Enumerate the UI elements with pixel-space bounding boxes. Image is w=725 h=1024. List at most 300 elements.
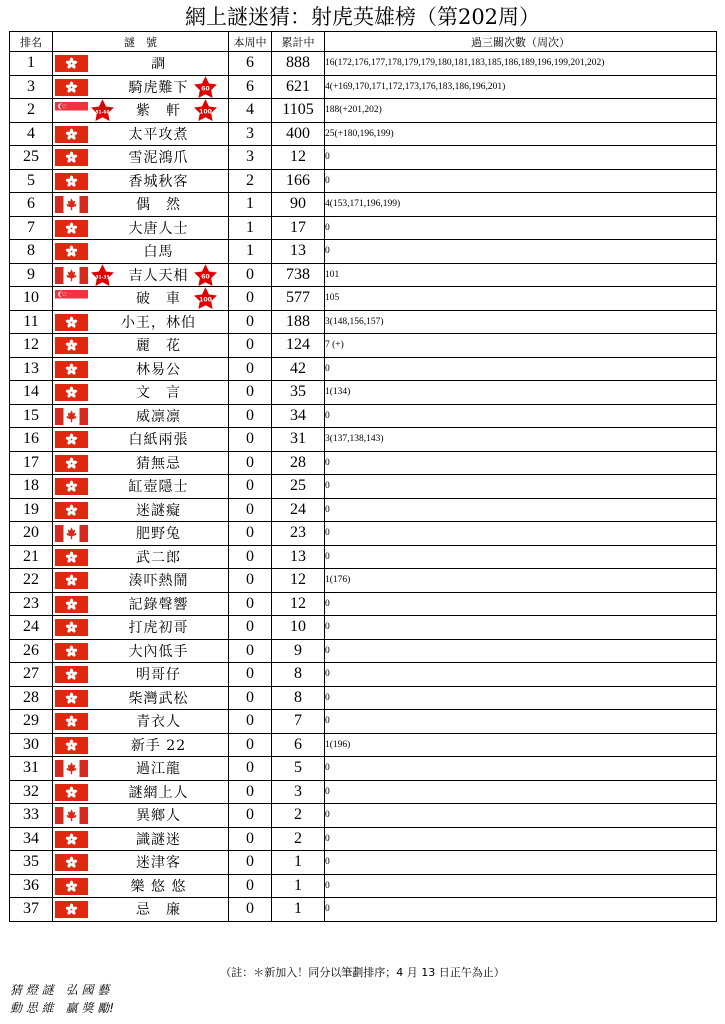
player-name: 白紙兩張 — [128, 432, 189, 449]
player-name: 騎虎難下 — [128, 79, 189, 96]
table-row — [10, 874, 717, 898]
player-name: 大內低手 — [128, 643, 189, 660]
player-name: 小王，林伯 — [121, 314, 196, 331]
hong-kong-flag-icon — [55, 666, 88, 683]
player-name: 太平攻煮 — [128, 126, 189, 143]
rank-cell: 16 — [10, 428, 53, 452]
week-hits-cell: 0 — [229, 851, 272, 875]
table-row — [10, 428, 717, 452]
total-hits-cell: 6 — [272, 733, 325, 757]
table-row — [10, 733, 717, 757]
table-row — [10, 569, 717, 593]
canada-flag-icon — [55, 267, 88, 284]
achievement-star-badge-icon — [193, 75, 218, 99]
canada-flag-icon — [55, 408, 88, 425]
hong-kong-flag-icon — [55, 149, 88, 166]
total-hits-cell: 1 — [272, 898, 325, 922]
week-hits-cell: 0 — [229, 733, 272, 757]
name-cell — [53, 381, 229, 405]
name-cell — [53, 780, 229, 804]
history-cell: 105 — [325, 287, 717, 311]
total-hits-cell: 8 — [272, 663, 325, 687]
achievement-star-badge-icon — [90, 99, 115, 123]
history-cell: 1(134) — [325, 381, 717, 405]
week-hits-cell: 0 — [229, 287, 272, 311]
history-cell: 4(+169,170,171,172,173,176,183,186,196,201) — [325, 75, 717, 99]
total-hits-cell: 9 — [272, 639, 325, 663]
rank-cell: 9 — [10, 263, 53, 287]
history-cell: 101 — [325, 263, 717, 287]
total-hits-cell: 90 — [272, 193, 325, 217]
history-cell: 0 — [325, 851, 717, 875]
week-hits-cell: 6 — [229, 52, 272, 76]
player-name: 異鄉人 — [136, 808, 181, 825]
total-hits-cell: 7 — [272, 710, 325, 734]
history-cell: 0 — [325, 545, 717, 569]
name-cell — [53, 428, 229, 452]
header-name: 謎 號 — [53, 32, 229, 52]
history-cell: 0 — [325, 757, 717, 781]
name-cell — [53, 263, 229, 287]
header-rank: 排名 — [10, 32, 53, 52]
name-cell — [53, 169, 229, 193]
name-cell — [53, 898, 229, 922]
table-row — [10, 710, 717, 734]
name-cell — [53, 287, 229, 311]
history-cell: 0 — [325, 874, 717, 898]
hong-kong-flag-icon — [55, 502, 88, 519]
week-hits-cell: 1 — [229, 240, 272, 264]
name-cell — [53, 75, 229, 99]
player-name: 麗 花 — [136, 338, 181, 355]
achievement-star-badge-icon — [90, 263, 115, 287]
rank-cell: 29 — [10, 710, 53, 734]
rank-cell: 7 — [10, 216, 53, 240]
name-cell — [53, 710, 229, 734]
rank-cell: 24 — [10, 616, 53, 640]
rank-cell: 37 — [10, 898, 53, 922]
week-hits-cell: 0 — [229, 616, 272, 640]
canada-flag-icon — [55, 525, 88, 542]
table-row — [10, 52, 717, 76]
player-name: 湊吓熱鬧 — [128, 573, 189, 590]
week-hits-cell: 0 — [229, 663, 272, 687]
player-name: 迷津客 — [136, 855, 181, 872]
svg-text:31-35: 31-35 — [95, 274, 110, 280]
table-row — [10, 381, 717, 405]
hong-kong-flag-icon — [55, 619, 88, 636]
table-row — [10, 804, 717, 828]
total-hits-cell: 10 — [272, 616, 325, 640]
table-row — [10, 122, 717, 146]
week-hits-cell: 0 — [229, 522, 272, 546]
svg-text:60: 60 — [201, 84, 210, 92]
table-row — [10, 780, 717, 804]
total-hits-cell: 3 — [272, 780, 325, 804]
total-hits-cell: 42 — [272, 357, 325, 381]
player-name: 威凛凛 — [136, 408, 181, 425]
history-cell: 1(176) — [325, 569, 717, 593]
player-name: 青衣人 — [136, 714, 181, 731]
player-name: 過江龍 — [136, 761, 181, 778]
achievement-star-badge-icon — [193, 263, 218, 287]
hong-kong-flag-icon — [55, 243, 88, 260]
history-cell: 0 — [325, 451, 717, 475]
rank-cell: 21 — [10, 545, 53, 569]
total-hits-cell: 5 — [272, 757, 325, 781]
table-row — [10, 898, 717, 922]
hong-kong-flag-icon — [55, 126, 88, 143]
total-hits-cell: 888 — [272, 52, 325, 76]
rank-cell: 22 — [10, 569, 53, 593]
rank-cell: 36 — [10, 874, 53, 898]
table-row — [10, 498, 717, 522]
week-hits-cell: 0 — [229, 357, 272, 381]
name-cell — [53, 475, 229, 499]
total-hits-cell: 31 — [272, 428, 325, 452]
week-hits-cell: 3 — [229, 122, 272, 146]
week-hits-cell: 4 — [229, 99, 272, 123]
singapore-flag-icon — [55, 102, 88, 119]
rank-cell: 19 — [10, 498, 53, 522]
svg-text:100: 100 — [199, 296, 212, 304]
player-name: 識謎迷 — [136, 831, 181, 848]
hong-kong-flag-icon — [55, 173, 88, 190]
hong-kong-flag-icon — [55, 455, 88, 472]
table-row — [10, 616, 717, 640]
rank-cell: 6 — [10, 193, 53, 217]
table-row — [10, 545, 717, 569]
history-cell: 0 — [325, 216, 717, 240]
rank-cell: 20 — [10, 522, 53, 546]
total-hits-cell: 8 — [272, 686, 325, 710]
table-row — [10, 169, 717, 193]
hong-kong-flag-icon — [55, 220, 88, 237]
hong-kong-flag-icon — [55, 314, 88, 331]
footer-note: （註：＊新加入！同分以筆劃排序；4 月 13 日正午為止） — [220, 966, 505, 979]
name-cell — [53, 146, 229, 170]
history-cell: 0 — [325, 240, 717, 264]
hong-kong-flag-icon — [55, 854, 88, 871]
week-hits-cell: 1 — [229, 193, 272, 217]
table-row — [10, 287, 717, 311]
week-hits-cell: 0 — [229, 639, 272, 663]
header-week: 本周中 — [229, 32, 272, 52]
rank-cell: 35 — [10, 851, 53, 875]
svg-text:51-60: 51-60 — [95, 110, 110, 116]
total-hits-cell: 25 — [272, 475, 325, 499]
week-hits-cell: 0 — [229, 451, 272, 475]
rank-cell: 13 — [10, 357, 53, 381]
table-row — [10, 827, 717, 851]
total-hits-cell: 12 — [272, 569, 325, 593]
table-row — [10, 75, 717, 99]
player-name: 文 言 — [136, 385, 181, 402]
table-row — [10, 357, 717, 381]
rank-cell: 10 — [10, 287, 53, 311]
week-hits-cell: 0 — [229, 334, 272, 358]
week-hits-cell: 0 — [229, 686, 272, 710]
name-cell — [53, 193, 229, 217]
history-cell: 0 — [325, 686, 717, 710]
player-name: 缸壺隱士 — [128, 479, 189, 496]
page-title: 網上謎迷猜：射虎英雄榜（第202周） — [184, 5, 541, 29]
total-hits-cell: 17 — [272, 216, 325, 240]
hong-kong-flag-icon — [55, 901, 88, 918]
achievement-star-badge-icon — [193, 287, 218, 311]
history-cell: 0 — [325, 357, 717, 381]
ranking-table — [9, 31, 717, 922]
table-row — [10, 404, 717, 428]
name-cell — [53, 451, 229, 475]
rank-cell: 4 — [10, 122, 53, 146]
week-hits-cell: 0 — [229, 874, 272, 898]
history-cell: 0 — [325, 780, 717, 804]
table-row — [10, 475, 717, 499]
player-name: 武二郎 — [136, 549, 181, 566]
name-cell — [53, 522, 229, 546]
week-hits-cell: 0 — [229, 475, 272, 499]
history-cell: 0 — [325, 639, 717, 663]
total-hits-cell: 188 — [272, 310, 325, 334]
rank-cell: 11 — [10, 310, 53, 334]
week-hits-cell: 0 — [229, 381, 272, 405]
total-hits-cell: 13 — [272, 545, 325, 569]
name-cell — [53, 310, 229, 334]
hong-kong-flag-icon — [55, 713, 88, 730]
hong-kong-flag-icon — [55, 79, 88, 96]
slogan — [10, 981, 114, 1017]
history-cell: 0 — [325, 522, 717, 546]
table-row — [10, 240, 717, 264]
table-row — [10, 851, 717, 875]
history-cell: 0 — [325, 804, 717, 828]
name-cell — [53, 686, 229, 710]
rank-cell: 23 — [10, 592, 53, 616]
history-cell: 0 — [325, 146, 717, 170]
hong-kong-flag-icon — [55, 737, 88, 754]
player-name: 記錄聲響 — [128, 596, 189, 613]
slogan-line: 動 思 維 贏 獎 勵! — [10, 1001, 115, 1015]
name-cell — [53, 240, 229, 264]
hong-kong-flag-icon — [55, 878, 88, 895]
rank-cell: 14 — [10, 381, 53, 405]
week-hits-cell: 0 — [229, 827, 272, 851]
name-cell — [53, 592, 229, 616]
svg-text:100: 100 — [199, 108, 212, 116]
total-hits-cell: 35 — [272, 381, 325, 405]
total-hits-cell: 738 — [272, 263, 325, 287]
history-cell: 16(172,176,177,178,179,179,180,181,183,185,186,189,196,199,201,202) — [325, 52, 717, 76]
history-cell: 188(+201,202) — [325, 99, 717, 123]
table-row — [10, 310, 717, 334]
header-total: 累計中 — [272, 32, 325, 52]
history-cell: 0 — [325, 404, 717, 428]
history-cell: 0 — [325, 827, 717, 851]
week-hits-cell: 0 — [229, 498, 272, 522]
svg-text:60: 60 — [201, 272, 210, 280]
player-name: 𧨝 — [151, 55, 166, 72]
player-name: 香城秋客 — [128, 173, 189, 190]
rank-cell: 34 — [10, 827, 53, 851]
week-hits-cell: 2 — [229, 169, 272, 193]
table-row — [10, 334, 717, 358]
week-hits-cell: 0 — [229, 310, 272, 334]
player-name: 柴灣武松 — [128, 690, 189, 707]
name-cell — [53, 99, 229, 123]
rank-cell: 17 — [10, 451, 53, 475]
rank-cell: 32 — [10, 780, 53, 804]
hong-kong-flag-icon — [55, 831, 88, 848]
hong-kong-flag-icon — [55, 596, 88, 613]
week-hits-cell: 0 — [229, 710, 272, 734]
name-cell — [53, 334, 229, 358]
table-row — [10, 451, 717, 475]
total-hits-cell: 166 — [272, 169, 325, 193]
history-cell: 1(196) — [325, 733, 717, 757]
hong-kong-flag-icon — [55, 361, 88, 378]
hong-kong-flag-icon — [55, 572, 88, 589]
achievement-star-badge-icon — [193, 99, 218, 123]
name-cell — [53, 52, 229, 76]
name-cell — [53, 851, 229, 875]
table-row — [10, 592, 717, 616]
total-hits-cell: 2 — [272, 804, 325, 828]
rank-cell: 8 — [10, 240, 53, 264]
hong-kong-flag-icon — [55, 784, 88, 801]
name-cell — [53, 122, 229, 146]
total-hits-cell: 24 — [272, 498, 325, 522]
name-cell — [53, 639, 229, 663]
player-name: 偶 然 — [136, 197, 181, 214]
week-hits-cell: 0 — [229, 545, 272, 569]
total-hits-cell: 124 — [272, 334, 325, 358]
total-hits-cell: 12 — [272, 146, 325, 170]
rank-cell: 26 — [10, 639, 53, 663]
hong-kong-flag-icon — [55, 549, 88, 566]
table-row — [10, 99, 717, 123]
player-name: 大唐人士 — [128, 220, 189, 237]
table-row — [10, 522, 717, 546]
week-hits-cell: 0 — [229, 804, 272, 828]
rank-cell: 1 — [10, 52, 53, 76]
total-hits-cell: 13 — [272, 240, 325, 264]
name-cell — [53, 357, 229, 381]
name-cell — [53, 498, 229, 522]
total-hits-cell: 1 — [272, 851, 325, 875]
total-hits-cell: 621 — [272, 75, 325, 99]
slogan-line: 猜 燈 謎 弘 國 藝 — [10, 983, 110, 997]
hong-kong-flag-icon — [55, 690, 88, 707]
total-hits-cell: 2 — [272, 827, 325, 851]
history-cell: 4(153,171,196,199) — [325, 193, 717, 217]
week-hits-cell: 0 — [229, 898, 272, 922]
history-cell: 0 — [325, 169, 717, 193]
player-name: 林易公 — [136, 361, 181, 378]
week-hits-cell: 0 — [229, 592, 272, 616]
total-hits-cell: 577 — [272, 287, 325, 311]
name-cell — [53, 545, 229, 569]
name-cell — [53, 404, 229, 428]
week-hits-cell: 1 — [229, 216, 272, 240]
history-cell: 3(148,156,157) — [325, 310, 717, 334]
history-cell: 3(137,138,143) — [325, 428, 717, 452]
table-row — [10, 757, 717, 781]
table-row — [10, 216, 717, 240]
history-cell: 0 — [325, 663, 717, 687]
table-row — [10, 686, 717, 710]
week-hits-cell: 0 — [229, 569, 272, 593]
total-hits-cell: 23 — [272, 522, 325, 546]
history-cell: 0 — [325, 498, 717, 522]
week-hits-cell: 0 — [229, 780, 272, 804]
name-cell — [53, 569, 229, 593]
canada-flag-icon — [55, 196, 88, 213]
rank-cell: 31 — [10, 757, 53, 781]
player-name: 打虎初哥 — [128, 620, 189, 637]
hong-kong-flag-icon — [55, 478, 88, 495]
name-cell — [53, 733, 229, 757]
name-cell — [53, 216, 229, 240]
rank-cell: 18 — [10, 475, 53, 499]
player-name: 肥野兔 — [136, 526, 181, 543]
rank-cell: 12 — [10, 334, 53, 358]
week-hits-cell: 6 — [229, 75, 272, 99]
history-cell: 0 — [325, 592, 717, 616]
rank-cell: 27 — [10, 663, 53, 687]
player-name: 破 車 — [136, 291, 181, 308]
player-name: 忌 廉 — [136, 902, 181, 919]
table-row — [10, 663, 717, 687]
name-cell — [53, 757, 229, 781]
rank-cell: 25 — [10, 146, 53, 170]
name-cell — [53, 827, 229, 851]
player-name: 白馬 — [143, 244, 174, 261]
table-header-row — [10, 32, 717, 52]
name-cell — [53, 663, 229, 687]
week-hits-cell: 0 — [229, 757, 272, 781]
name-cell — [53, 804, 229, 828]
header-history: 過三關次數（周次） — [325, 32, 717, 52]
total-hits-cell: 1 — [272, 874, 325, 898]
player-name: 迷謎癡 — [136, 502, 181, 519]
player-name: 紫 軒 — [136, 103, 181, 120]
rank-cell: 15 — [10, 404, 53, 428]
hong-kong-flag-icon — [55, 431, 88, 448]
total-hits-cell: 1105 — [272, 99, 325, 123]
canada-flag-icon — [55, 760, 88, 777]
history-cell: 0 — [325, 898, 717, 922]
hong-kong-flag-icon — [55, 55, 88, 72]
player-name: 謎網上人 — [128, 784, 189, 801]
player-name: 新手 22 — [130, 737, 187, 754]
table-row — [10, 263, 717, 287]
rank-cell: 2 — [10, 99, 53, 123]
history-cell: 7 (+) — [325, 334, 717, 358]
canada-flag-icon — [55, 807, 88, 824]
total-hits-cell: 400 — [272, 122, 325, 146]
rank-cell: 3 — [10, 75, 53, 99]
history-cell: 0 — [325, 475, 717, 499]
name-cell — [53, 874, 229, 898]
total-hits-cell: 12 — [272, 592, 325, 616]
hong-kong-flag-icon — [55, 337, 88, 354]
total-hits-cell: 28 — [272, 451, 325, 475]
history-cell: 0 — [325, 710, 717, 734]
hong-kong-flag-icon — [55, 384, 88, 401]
player-name: 雪泥鴻爪 — [128, 150, 189, 167]
player-name: 吉人天相 — [128, 267, 189, 284]
